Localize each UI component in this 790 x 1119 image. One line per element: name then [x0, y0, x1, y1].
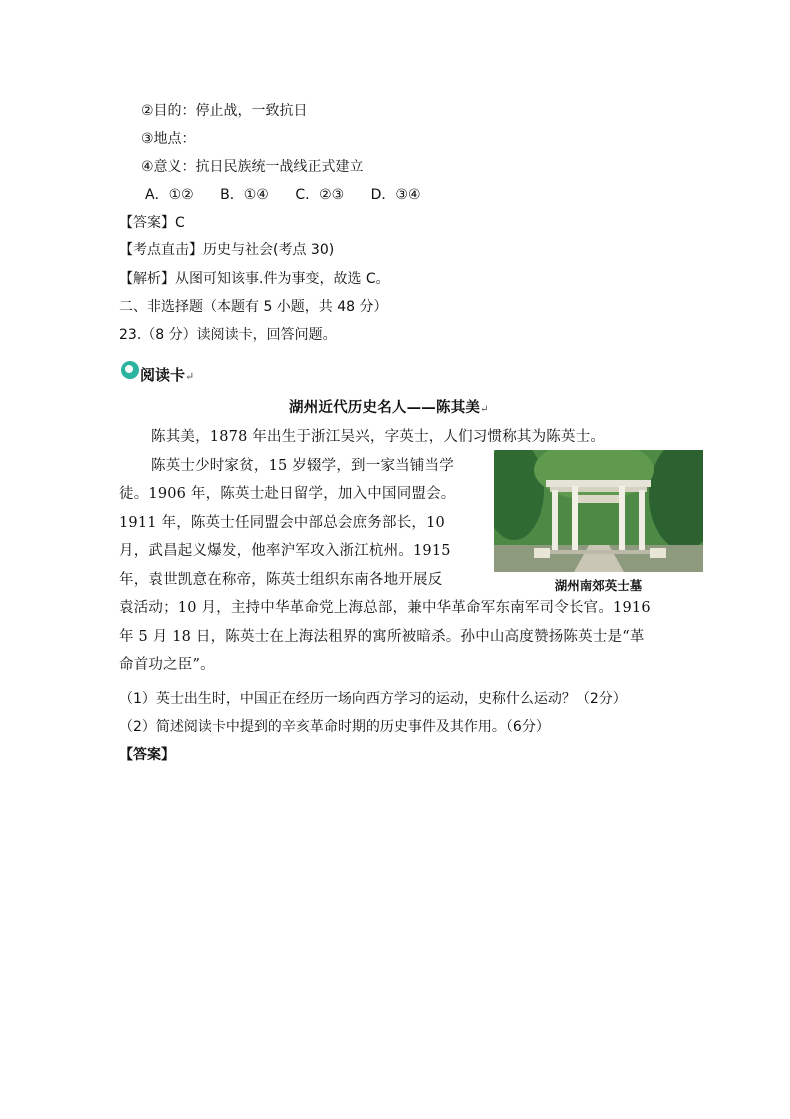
option-line-2: ②目的：停止战，一致抗日 [141, 103, 308, 119]
photo-caption: 湖州南郊英士墓 [554, 578, 643, 593]
section-header: 二、非选择题（本题有 5 小题，共 48 分） [119, 299, 388, 315]
card-title: 湖州近代历史名人——陈其美↵ [289, 399, 489, 416]
card-line-2: 陈英士少时家贫，15 岁辍学，到一家当铺当学 [151, 458, 454, 474]
card-line-5: 月，武昌起义爆发，他率沪军攻入浙江杭州。1915 [119, 543, 451, 559]
answer-line: 【答案】C [119, 215, 185, 231]
reading-card-label: 阅读卡↵ [140, 366, 195, 384]
card-line-9: 命首功之臣”。 [119, 657, 215, 673]
card-line-3: 徒。1906 年，陈英士赴日留学，加入中国同盟会。 [119, 486, 456, 502]
option-line-4: ④意义：抗日民族统一战线正式建立 [141, 159, 364, 175]
kaodian-line: 【考点直击】历史与社会(考点 30) [119, 242, 335, 258]
card-line-6: 年，袁世凯意在称帝，陈英士组织东南各地开展反 [119, 572, 443, 588]
choice-a: A．①② [145, 187, 194, 203]
question-23: 23.（8 分）读阅读卡，回答问题。 [119, 327, 337, 343]
choice-b: B．①④ [220, 187, 269, 203]
reading-card-icon [121, 361, 139, 379]
choices-row [145, 186, 443, 204]
tomb-photo [494, 450, 703, 572]
card-line-8: 年 5 月 18 日，陈英士在上海法租界的寓所被暗杀。孙中山高度赞扬陈英士是“革 [119, 629, 645, 645]
sub-question-1: （1）英士出生时，中国正在经历一场向西方学习的运动，史称什么运动？（2分） [119, 691, 627, 707]
answer-label: 【答案】 [119, 747, 175, 763]
card-line-7: 袁活动；10 月，主持中华革命党上海总部，兼中华革命军东南军司令长官。1916 [119, 600, 651, 616]
card-line-1: 陈其美，1878 年出生于浙江吴兴，字英士，人们习惯称其为陈英士。 [151, 429, 606, 445]
choice-c: C．②③ [295, 187, 345, 203]
card-line-4: 1911 年，陈英士任同盟会中部总会庶务部长，10 [119, 515, 445, 531]
analysis-line: 【解析】从图可知该事.件为事变，故选 C。 [119, 271, 390, 287]
choice-d: D．③④ [370, 187, 421, 203]
sub-question-2: （2）简述阅读卡中提到的辛亥革命时期的历史事件及其作用。（6分） [119, 719, 550, 735]
option-line-3: ③地点： [141, 131, 196, 147]
tomb-gate-illustration [494, 450, 703, 572]
